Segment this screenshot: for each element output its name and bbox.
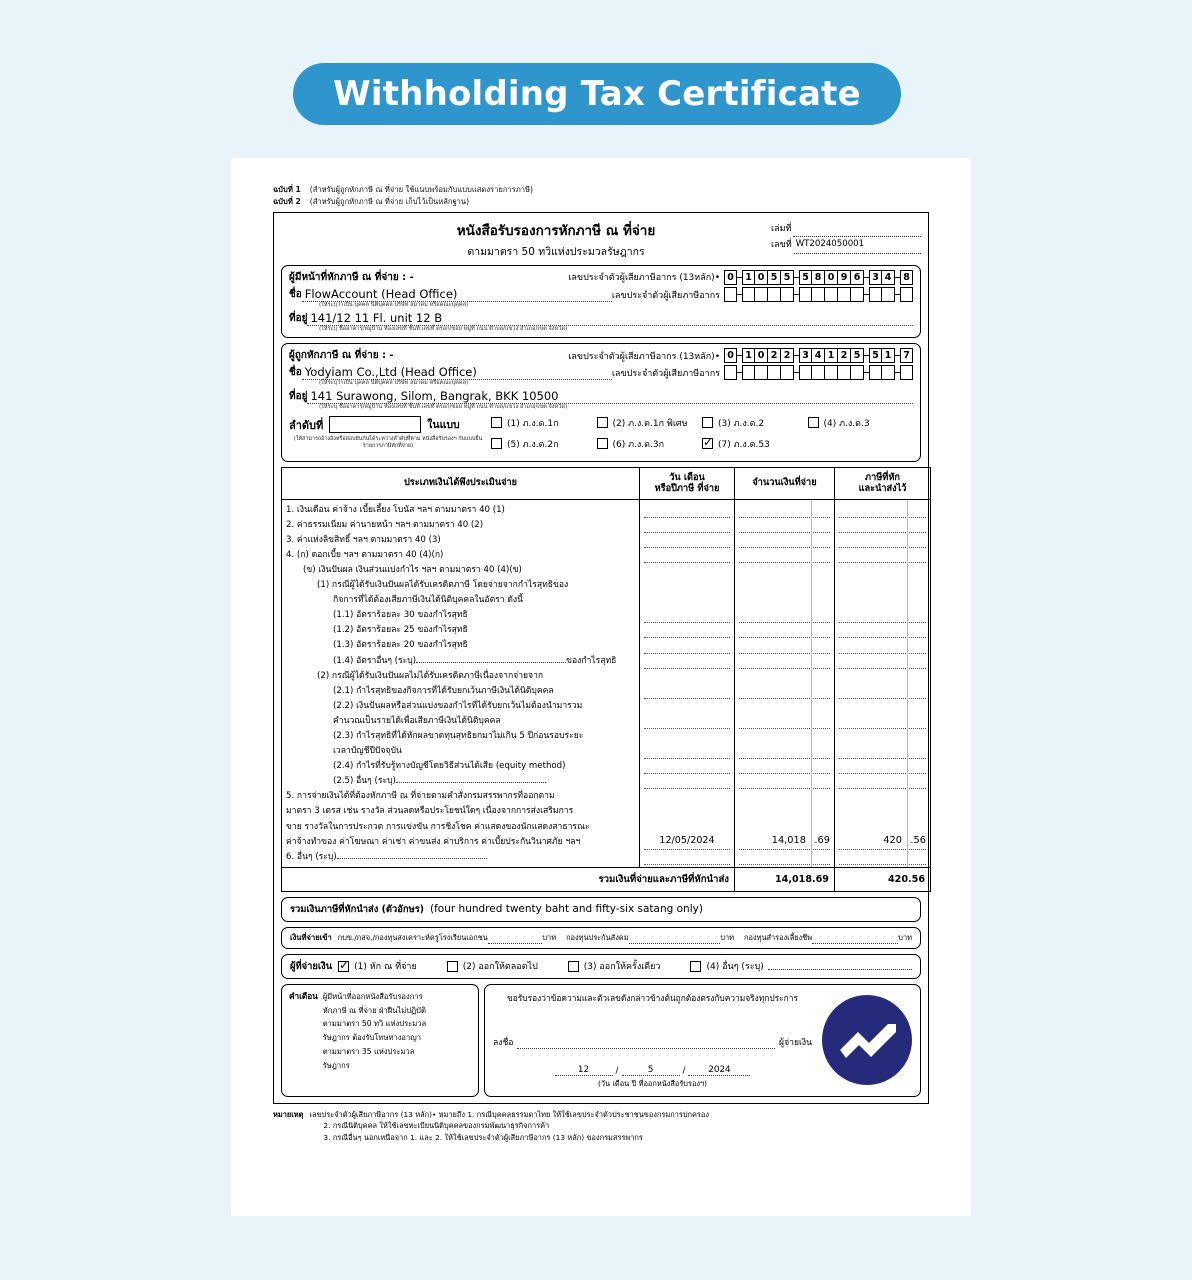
form-type-option-2[interactable]: (2) ภ.ง.ด.1ก พิเศษ: [597, 416, 703, 430]
warning-line: ผู้มีหน้าที่ออกหนังสือรับรองการ: [322, 991, 423, 1001]
payer-panel: [281, 265, 921, 339]
fund-item-1: กบข./กสจ./กองทุนสงเคราะห์ครูโรงเรียนเอกชน: [337, 932, 488, 942]
income-row-amount[interactable]: [739, 654, 830, 669]
payer-taxid-boxes[interactable]: 0 1 0 5 5 5 8 0 9 6 3 4 8: [724, 270, 913, 285]
income-row-amount[interactable]: [739, 533, 830, 548]
income-table-header: [282, 467, 931, 499]
income-row-date[interactable]: [644, 789, 730, 804]
fund-input-3[interactable]: [812, 935, 898, 944]
income-description-list: [282, 500, 639, 867]
income-row-label: กิจการที่ได้ต้องเสียภาษีเงินได้นิติบุคคลในอัตรา ดังนี้: [333, 595, 523, 606]
form-type-option-4[interactable]: (4) ภ.ง.ด.3: [808, 416, 914, 430]
income-row-label: (2) กรณีผู้ได้รับเงินปันผลไม่ได้รับเครดิตภาษีเนื่องจากจ่ายจาก: [317, 670, 544, 681]
checkbox-pnd53[interactable]: [702, 438, 713, 449]
signature-input[interactable]: [517, 1039, 775, 1049]
footnote-line: 3. กรณีอื่นๆ นอกเหนือจาก 1. และ 2. ให้ใช้เลขประจำตัวผู้เสียภาษีอากร (13 หลัก) ของกรมสรรพากร: [323, 1132, 643, 1142]
fund-input-2[interactable]: [629, 935, 721, 944]
footnote-line: เลขประจำตัวผู้เสียภาษีอากร (13 หลัก)• หมายถึง 1. กรณีบุคคลธรรมดาไทย ให้ใช้เลขประจำตัวประชาชนของกรมการปกครอง: [309, 1109, 709, 1119]
payer-address-hint: (ให้ระบุ ชื่ออาคาร/หมู่บ้าน ห้องเลขที่ ชั้นที่ เลขที่ ตรอก/ซอย หมู่ที่ ถนน ตำบล/แขวง อำเภอ/เขต จังหวัด): [319, 325, 568, 332]
income-row-date[interactable]: [644, 774, 730, 789]
income-row-amount[interactable]: [739, 548, 830, 563]
form-border: [273, 212, 929, 1104]
income-row-tax[interactable]: [839, 563, 926, 578]
sequence-input[interactable]: [329, 416, 421, 433]
checkbox-pnd1k[interactable]: [491, 417, 502, 428]
income-row-tax[interactable]: [839, 850, 926, 865]
checkbox-pay-always[interactable]: [447, 961, 458, 972]
footnote-label: หมายเหตุ: [273, 1109, 304, 1119]
income-row-tax[interactable]: [839, 578, 926, 593]
sequence-note: (ให้สามารถอ้างอิงหรือสอบยันกันได้ระหว่างลำดับที่ตาม หนังสือรับรองฯ กับแบบยื่นรายการภาษีหักที่จ่าย): [293, 435, 483, 449]
certify-text: ขอรับรองว่าข้อความและตัวเลขดังกล่าวข้างต้นถูกต้องตรงกับความจริงทุกประการ: [507, 992, 798, 1003]
total-amount: 14,018.69: [735, 867, 835, 891]
income-row-date[interactable]: [644, 533, 730, 548]
income-row-fill[interactable]: [337, 851, 487, 859]
income-row-fill[interactable]: [416, 655, 566, 663]
payer-pays-bar: [281, 954, 921, 979]
copy-1-label: ฉบับที่ 1: [273, 185, 301, 194]
income-descriptions-cell: [282, 499, 640, 867]
book-label: เล่มที่: [771, 223, 792, 234]
income-row-date[interactable]: 12/05/2024: [644, 835, 730, 850]
form-type-option-1[interactable]: (1) ภ.ง.ด.1ก: [491, 416, 597, 430]
income-row-date[interactable]: [644, 593, 730, 608]
income-row-tax[interactable]: [839, 593, 926, 608]
payee-name-hint: (ให้ระบุว่าเป็น บุคคล นิติบุคคล บริษัท สมาคม หรือคณะบุคคล): [319, 380, 469, 387]
payee-address-hint: (ให้ระบุ ชื่ออาคาร/หมู่บ้าน ห้องเลขที่ ชั้นที่ เลขที่ ตรอก/ซอย หมู่ที่ ถนน ตำบล/แขวง อำเภอ/เขต จังหวัด): [319, 404, 568, 411]
income-row-tax[interactable]: [839, 518, 926, 533]
income-row-label: ค่าจ้างทำของ ค่าโฆษณา ค่าเช่า ค่าขนส่ง ค่าบริการ ค่าเบี้ยประกันวินาศภัย ฯลฯ: [286, 836, 581, 847]
payee-title: ผู้ถูกหักภาษี ณ ที่จ่าย : -: [289, 350, 394, 362]
page-banner-title: Withholding Tax Certificate: [333, 74, 861, 114]
col-header-date: วัน เดือน หรือปีภาษี ที่จ่าย: [640, 467, 735, 499]
income-row-label: (2.5) อื่นๆ (ระบุ): [286, 774, 635, 789]
income-row-tax[interactable]: [839, 744, 926, 759]
signature-box: [484, 984, 921, 1097]
form-type-option-3[interactable]: (3) ภ.ง.ด.2: [702, 416, 808, 430]
income-row-label: (2.1) กำไรสุทธิของกิจการที่ได้รับยกเว้นภาษีเงินได้นิติบุคคล: [333, 685, 554, 696]
income-row-amount[interactable]: [739, 820, 830, 835]
in-form-label: ในแบบ: [427, 419, 460, 432]
book-value-field[interactable]: [793, 221, 921, 238]
payer-taxid2-label: เลขประจำตัวผู้เสียภาษีอากร: [611, 290, 720, 301]
number-value-field[interactable]: [794, 237, 921, 254]
income-row-label: 3. ค่าแห่งลิขสิทธิ์ ฯลฯ ตามมาตรา 40 (3): [286, 534, 441, 545]
income-row-label: ขาย รางวัลในการประกวด การแข่งขัน การชิงโชค ค่าแสดงของนักแสดงสาธารณะ: [286, 821, 590, 832]
copy-2-note: (สำหรับผู้ถูกหักภาษี ณ ที่จ่าย เก็บไว้เป็นหลักฐาน): [309, 196, 470, 206]
income-row-fill[interactable]: [396, 775, 546, 783]
income-row-amount[interactable]: [739, 684, 830, 699]
fund-unit-1: บาท: [542, 932, 557, 942]
copy-2-label: ฉบับที่ 2: [273, 196, 301, 206]
income-row-date[interactable]: [644, 714, 730, 729]
payee-address-value[interactable]: 141 Surawong, Silom, Bangrak, BKK 10500: [307, 390, 913, 404]
payer-address-label: ที่อยู่: [289, 312, 308, 324]
form-type-option-7[interactable]: ✓ (7) ภ.ง.ด.53: [702, 437, 808, 451]
payee-taxid2-label: เลขประจำตัวผู้เสียภาษีอากร: [611, 369, 720, 380]
income-row-date[interactable]: [644, 729, 730, 744]
payer-pays-option-2[interactable]: (2) ออกให้ตลอดไป: [447, 959, 568, 973]
fund-item-2: กองทุนประกันสังคม: [566, 932, 629, 942]
issue-date[interactable]: [493, 1065, 812, 1076]
total-row: [282, 867, 931, 891]
income-row-tax[interactable]: 420 .56: [839, 835, 926, 850]
payee-taxid-label: เลขประจำตัวผู้เสียภาษีอากร (13หลัก)•: [568, 351, 720, 362]
income-row-tax[interactable]: [839, 623, 926, 638]
income-row-date[interactable]: [644, 699, 730, 714]
date-column-cell[interactable]: [640, 499, 735, 867]
income-row-date[interactable]: [644, 669, 730, 684]
date-separator-2: /: [682, 1065, 686, 1076]
fund-unit-3: บาท: [898, 932, 913, 942]
issue-year[interactable]: 2024: [688, 1065, 750, 1076]
warning-line: ตามมาตรา 50 ทวิ แห่งประมวล: [322, 1019, 427, 1029]
fund-unit-2: บาท: [720, 932, 735, 942]
income-row-tax[interactable]: [839, 638, 926, 653]
checkbox-other[interactable]: [690, 961, 701, 972]
income-row-amount[interactable]: [739, 578, 830, 593]
total-words-bar: [281, 897, 921, 922]
checkbox-withhold-at-source[interactable]: [338, 961, 349, 972]
form-type-option-6[interactable]: (6) ภ.ง.ด.3ก: [597, 437, 703, 451]
funds-label: เงินที่จ่ายเข้า: [290, 932, 332, 942]
income-row-amount[interactable]: [739, 623, 830, 638]
income-row-label: 5. การจ่ายเงินได้ที่ต้องหักภาษี ณ ที่จ่ายตามคำสั่งกรมสรรพากรที่ออกตาม: [286, 791, 555, 802]
income-row-date[interactable]: [644, 684, 730, 699]
income-row-amount[interactable]: [739, 804, 830, 819]
payer-pays-option-4[interactable]: (4) อื่นๆ (ระบุ): [690, 959, 912, 973]
income-row-tax[interactable]: [839, 714, 926, 729]
payer-title: ผู้มีหน้าที่หักภาษี ณ ที่จ่าย : -: [289, 271, 414, 283]
total-words-label: รวมเงินภาษีที่หักนำส่ง (ตัวอักษร): [290, 903, 425, 915]
income-row-label: 4. (ก) ดอกเบี้ย ฯลฯ ตามมาตรา 40 (4)(ก): [286, 549, 444, 560]
income-row-date[interactable]: [644, 850, 730, 865]
income-row-amount[interactable]: [739, 759, 830, 774]
total-tax: 420.56: [835, 867, 931, 891]
footnote-line: 2. กรณีนิติบุคคล ให้ใช้เลขทะเบียนนิติบุคคลของกรมพัฒนาธุรกิจการค้า: [323, 1121, 550, 1131]
income-row-amount[interactable]: [739, 699, 830, 714]
issue-month[interactable]: 5: [622, 1065, 680, 1076]
issue-day[interactable]: 12: [555, 1065, 613, 1076]
sequence-label: ลำดับที่: [289, 418, 324, 432]
income-row-label: (2.3) กำไรสุทธิที่ได้หักผลขาดทุนสุทธิยกมาไม่เกิน 5 ปีก่อนรอบระยะ: [333, 731, 584, 741]
income-row-date[interactable]: [644, 548, 730, 563]
payee-name-label: ชื่อ: [289, 367, 302, 379]
income-row-label: (ข) เงินปันผล เงินส่วนแบ่งกำไร ฯลฯ ตามมาตรา 40 (4)(ข): [303, 564, 522, 575]
income-row-tax[interactable]: [839, 669, 926, 684]
form-type-section: [289, 416, 913, 458]
income-row-date[interactable]: [644, 578, 730, 593]
income-row-date[interactable]: [644, 654, 730, 669]
fund-input-1[interactable]: [488, 935, 543, 944]
checkbox-pnd2[interactable]: [702, 417, 713, 428]
payer-name-hint: (ให้ระบุว่าเป็น บุคคล นิติบุคคล บริษัท สมาคม หรือคณะบุคคล): [319, 301, 469, 308]
income-row-date[interactable]: [644, 820, 730, 835]
warning-line: หักภาษี ณ ที่จ่าย ฝ่าฝืนไม่ปฏิบัติ: [322, 1005, 426, 1015]
document-number: WT2024050001: [795, 238, 865, 249]
funds-bar: [281, 927, 921, 949]
payee-address-label: ที่อยู่: [289, 391, 308, 403]
income-row-date[interactable]: [644, 563, 730, 578]
income-row-tax[interactable]: [839, 820, 926, 835]
payer-pays-option-1[interactable]: ✓ (1) หัก ณ ที่จ่าย: [338, 959, 447, 973]
income-row-tax[interactable]: [839, 699, 926, 714]
income-table-body: [282, 499, 931, 867]
income-row-date[interactable]: [644, 623, 730, 638]
income-row-tax[interactable]: [839, 789, 926, 804]
form-type-option-5[interactable]: (5) ภ.ง.ด.2ก: [491, 437, 597, 451]
income-row-tax[interactable]: [839, 729, 926, 744]
income-row-label: (1.1) อัตราร้อยละ 30 ของกำไรสุทธิ: [333, 610, 468, 621]
payee-taxid2-boxes[interactable]: [724, 365, 913, 380]
total-words-value: (four hundred twenty baht and fifty-six satang only): [430, 903, 703, 916]
footnote: [273, 1109, 929, 1143]
payer-taxid2-boxes[interactable]: [724, 287, 913, 302]
income-row-date[interactable]: [644, 759, 730, 774]
income-row-tax[interactable]: [839, 503, 926, 518]
income-row-amount[interactable]: [739, 638, 830, 653]
income-row-label: มาตรา 3 เตรส เช่น รางวัล ส่วนลดหรือประโยชน์ใดๆ เนื่องจากการส่งเสริมการ: [286, 806, 574, 817]
bottom-section: [281, 984, 921, 1097]
income-row-amount[interactable]: [739, 563, 830, 578]
income-row-amount[interactable]: [739, 503, 830, 518]
income-row-tax[interactable]: [839, 774, 926, 789]
number-label: เลขที่: [771, 240, 792, 251]
date-separator-1: /: [615, 1065, 619, 1076]
signature-role: ผู้จ่ายเงิน: [779, 1037, 812, 1048]
income-row-amount[interactable]: [739, 729, 830, 744]
income-row-amount[interactable]: [739, 608, 830, 623]
income-row-label: เวลาบัญชีปีปัจจุบัน: [333, 746, 402, 757]
income-row-label: (1.2) อัตราร้อยละ 25 ของกำไรสุทธิ: [333, 625, 468, 636]
checkbox-pnd1k-special[interactable]: [597, 417, 608, 428]
income-row-amount[interactable]: [739, 789, 830, 804]
income-row-date[interactable]: [644, 503, 730, 518]
total-label: รวมเงินที่จ่ายและภาษีที่หักนำส่ง: [282, 867, 735, 891]
col-header-amount: จำนวนเงินที่จ่าย: [735, 467, 835, 499]
income-row-amount[interactable]: [739, 593, 830, 608]
checkbox-pnd3k[interactable]: [597, 438, 608, 449]
warning-line: รัษฎากร ต้องรับโทษทางอาญา: [322, 1033, 421, 1043]
income-row-label: (2.2) เงินปันผลหรือส่วนแบ่งของกำไรที่ได้รับยกเว้นไม่ต้องนำมารวม: [333, 700, 583, 711]
signature-label: ลงชื่อ: [493, 1037, 514, 1048]
income-row-label: (2.4) กำไรที่รับรู้ทางบัญชีโดยวิธีส่วนได้เสีย (equity method): [333, 761, 566, 772]
income-row-amount[interactable]: [739, 518, 830, 533]
payee-panel: [281, 343, 921, 462]
page-banner: [293, 63, 901, 125]
document-sheet: [231, 158, 971, 1216]
warning-line: ตามมาตรา 35 แห่งประมวล: [322, 1047, 415, 1057]
fund-item-3: กองทุนสำรองเลี้ยงชีพ: [744, 932, 813, 942]
checkbox-pay-once[interactable]: [568, 961, 579, 972]
issue-date-caption: (วัน เดือน ปี ที่ออกหนังสือรับรองฯ): [597, 1078, 708, 1088]
form-type-option-blank: [808, 437, 914, 451]
income-row-label: (1) กรณีผู้ได้รับเงินปันผลได้รับเครดิตภาษี โดยจ่ายจากกำไรสุทธิของ: [317, 580, 569, 591]
income-row-date[interactable]: [644, 804, 730, 819]
payee-name-value[interactable]: Yodyiam Co.,Ltd (Head Office): [302, 366, 612, 380]
copy-notice: [273, 184, 929, 208]
income-row-amount[interactable]: [739, 669, 830, 684]
income-row-amount[interactable]: [739, 714, 830, 729]
warning-text: [323, 990, 426, 1073]
income-row-date[interactable]: [644, 608, 730, 623]
income-row-tax[interactable]: [839, 759, 926, 774]
income-row-tax[interactable]: [839, 548, 926, 563]
income-row-label: (1.3) อัตราร้อยละ 20 ของกำไรสุทธิ: [333, 640, 468, 651]
col-header-description: ประเภทเงินได้พึงประเมินจ่าย: [282, 467, 640, 499]
warning-label: คำเตือน: [289, 990, 318, 1001]
tax-column-cell[interactable]: [835, 499, 931, 867]
warning-box: [281, 984, 479, 1097]
checkbox-pnd3[interactable]: [808, 417, 819, 428]
form-title: หนังสือรับรองการหักภาษี ณ ที่จ่าย: [456, 222, 656, 239]
warning-line: รัษฎากร: [322, 1060, 350, 1070]
amount-column-cell[interactable]: [735, 499, 835, 867]
payer-pays-other-input[interactable]: [768, 962, 912, 970]
payer-pays-option-3[interactable]: (3) ออกให้ครั้งเดียว: [568, 959, 691, 973]
copy-1-note: (สำหรับผู้ถูกหักภาษี ณ ที่จ่าย ใช้แนบพร้อมกับแบบแสดงรายการภาษี): [309, 185, 534, 194]
income-row-amount[interactable]: [739, 744, 830, 759]
income-row-amount[interactable]: [739, 850, 830, 865]
payee-taxid-boxes[interactable]: 0 1 0 2 2 3 4 1 2 5 5 1 7: [724, 348, 913, 363]
income-row-date[interactable]: [644, 638, 730, 653]
income-row-date[interactable]: [644, 744, 730, 759]
income-row-label: 2. ค่าธรรมเนียม ค่านายหน้า ฯลฯ ตามมาตรา 40 (2): [286, 519, 484, 530]
income-row-date[interactable]: [644, 518, 730, 533]
col-header-tax: ภาษีที่หัก และนำส่งไว้: [835, 467, 931, 499]
income-row-amount[interactable]: [739, 774, 830, 789]
payer-taxid-label: เลขประจำตัวผู้เสียภาษีอากร (13หลัก)•: [568, 273, 720, 284]
footnote-body: [309, 1109, 709, 1143]
payer-name-label: ชื่อ: [289, 288, 302, 300]
flowaccount-logo-icon: [822, 995, 912, 1085]
income-row-label: (1.4) อัตราอื่นๆ (ระบุ) ของกำไรสุทธิ: [333, 655, 617, 666]
payer-pays-label: ผู้ที่จ่ายเงิน: [290, 960, 333, 972]
income-row-tax[interactable]: [839, 804, 926, 819]
income-row-tax[interactable]: [839, 533, 926, 548]
income-row-label: 1. เงินเดือน ค่าจ้าง เบี้ยเลี้ยง โบนัส ฯลฯ ตามมาตรา 40 (1): [286, 504, 505, 515]
income-row-tax[interactable]: [839, 684, 926, 699]
income-row-amount[interactable]: 14,018 .69: [739, 835, 830, 850]
income-row-tax[interactable]: [839, 654, 926, 669]
checkbox-pnd2k[interactable]: [491, 438, 502, 449]
income-row-label: คำนวณเป็นรายได้เพื่อเสียภาษีเงินได้นิติบุคคล: [333, 715, 501, 726]
income-row-tax[interactable]: [839, 608, 926, 623]
tax-certificate-form: [273, 184, 929, 1143]
form-subtitle: ตามมาตรา 50 ทวิแห่งประมวลรัษฎากร: [467, 245, 645, 258]
income-row-label: 6. อื่นๆ (ระบุ): [286, 850, 635, 865]
income-table: [281, 467, 931, 892]
payer-name-value[interactable]: FlowAccount (Head Office): [302, 288, 612, 302]
form-header: [281, 219, 921, 260]
payer-address-value[interactable]: 141/12 11 Fl. unit 12 B: [307, 312, 913, 326]
